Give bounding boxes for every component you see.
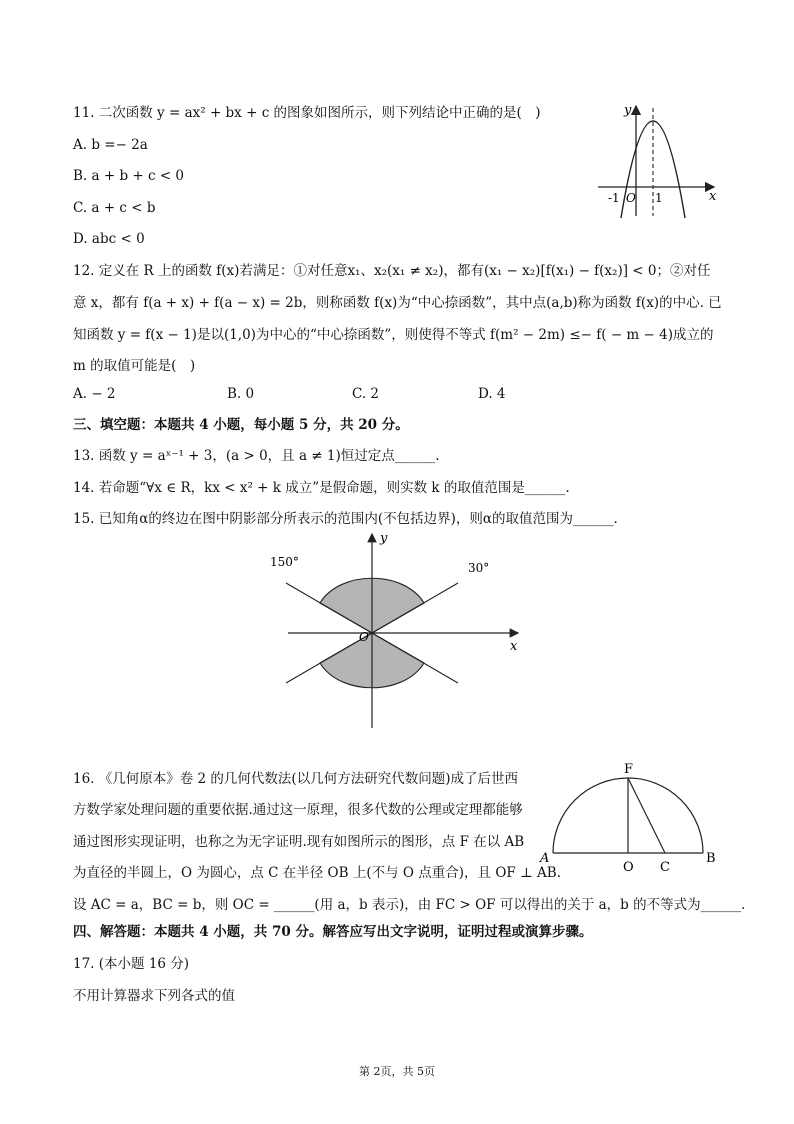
q12-line-3: 知函数 y = f(x − 1)是以(1,0)为中心的“中心捺函数”，则使得不等式 f(m² − 2m) ≤− f( − m − 4)成立的 xyxy=(73,327,714,343)
q16-line-4: 为直径的半圆上，O 为圆心，点 C 在半径 OB 上(不与 O 点重合)，且 OF ⊥ AB. xyxy=(73,865,561,881)
q11-option-a: A. b =− 2a xyxy=(73,137,148,153)
q11-option-b: B. a + b + c < 0 xyxy=(73,168,185,184)
q12-option-d: D. 4 xyxy=(478,386,506,402)
q11-tick-neg: -1 xyxy=(608,191,620,205)
q13-stem: 13. 函数 y = aˣ⁻¹ + 3，(a > 0，且 a ≠ 1)恒过定点______. xyxy=(73,448,440,464)
q15-origin-label: O xyxy=(359,630,369,644)
q11-y-label: y xyxy=(624,103,632,118)
q16-semicircle-figure xyxy=(540,763,725,873)
q12-option-c: C. 2 xyxy=(352,386,380,402)
q15-x-label: x xyxy=(510,639,518,654)
q15-angle-30-label: 30° xyxy=(468,561,490,575)
q11-parabola-graph xyxy=(596,100,720,218)
q16-line-5: 设 AC = a，BC = b，则 OC = ______(用 a，b 表示)，由 FC > OF 可以得出的关于 a，b 的不等式为______. xyxy=(73,897,746,913)
q15-angle-150-label: 150° xyxy=(270,555,299,569)
q15-y-label: y xyxy=(380,531,388,546)
q15-stem: 15. 已知角α的终边在图中阴影部分所表示的范围内(不包括边界)，则α的取值范围为______. xyxy=(73,511,618,527)
q11-option-d: D. abc < 0 xyxy=(73,231,145,247)
q12-line-1: 12. 定义在 R 上的函数 f(x)若满足：①对任意x₁、x₂(x₁ ≠ x₂)，都有(x₁ − x₂)[f(x₁) − f(x₂)] < 0；②对任 xyxy=(73,263,711,279)
q16-label-c: C xyxy=(660,860,670,875)
q11-origin-label: O xyxy=(626,191,636,205)
q17-intro: 不用计算器求下列各式的值 xyxy=(73,988,235,1004)
q11-tick-pos: 1 xyxy=(655,191,663,205)
q12-option-a: A. − 2 xyxy=(73,386,116,402)
page-footer: 第 2页，共 5页 xyxy=(359,1065,435,1078)
section-3-heading: 三、填空题：本题共 4 小题，每小题 5 分，共 20 分。 xyxy=(73,417,409,433)
q12-option-b: B. 0 xyxy=(227,386,255,402)
q17-title: 17. (本小题 16 分) xyxy=(73,956,190,972)
q16-line-3: 通过图形实现证明，也称之为无字证明.现有如图所示的图形，点 F 在以 AB xyxy=(73,834,525,850)
q16-label-b: B xyxy=(706,851,716,866)
q15-angle-figure xyxy=(260,528,530,736)
q11-stem: 11. 二次函数 y = ax² + bx + c 的图象如图所示，则下列结论中正确的是( ) xyxy=(73,105,541,121)
q16-line-1: 16. 《几何原本》卷 2 的几何代数法(以几何方法研究代数问题)成了后世西 xyxy=(73,771,518,787)
q16-line-2: 方数学家处理问题的重要依据.通过这一原理，很多代数的公理或定理都能够 xyxy=(73,802,523,818)
section-4-heading: 四、解答题：本题共 4 小题，共 70 分。解答应写出文字说明，证明过程或演算步骤。 xyxy=(73,924,593,940)
q16-label-a: A xyxy=(540,851,550,866)
q14-stem: 14. 若命题“∀x ∈ R，kx < x² + k 成立”是假命题，则实数 k 的取值范围是______. xyxy=(73,480,570,496)
q16-label-f: F xyxy=(624,762,634,777)
q12-line-2: 意 x，都有 f(a + x) + f(a − x) = 2b，则称函数 f(x)为“中心捺函数”，其中点(a,b)称为函数 f(x)的中心. 已 xyxy=(73,295,722,311)
q11-option-c: C. a + c < b xyxy=(73,200,156,216)
q12-line-4: m 的取值可能是( ) xyxy=(73,358,196,374)
q11-x-label: x xyxy=(709,189,717,204)
q16-label-o: O xyxy=(623,860,634,875)
q16-segment-fc xyxy=(628,778,665,853)
